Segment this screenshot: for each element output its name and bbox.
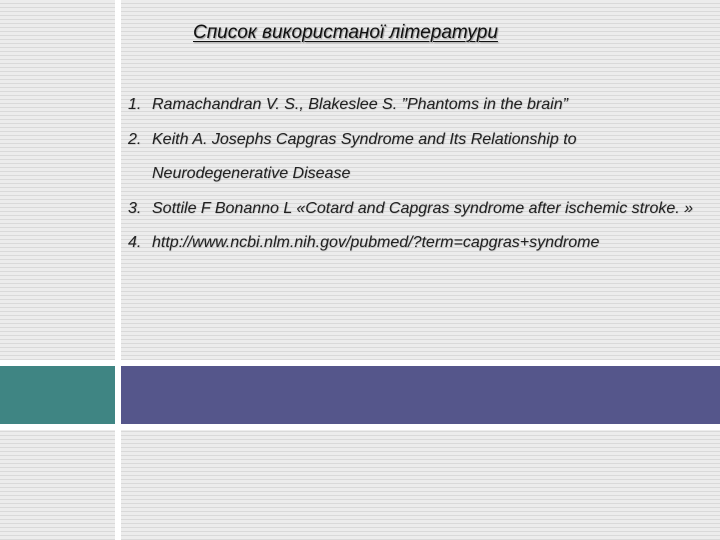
reference-item-3 bbox=[128, 192, 713, 227]
reference-text: Ramachandran V. S., Blakeslee S. ”Phantoms in the brain” bbox=[152, 96, 568, 113]
reference-text: Sottile F Bonanno L «Cotard and Capgras syndrome after ischemic stroke. » bbox=[152, 199, 694, 217]
teal-accent-block bbox=[0, 366, 115, 424]
reference-number: 1. bbox=[128, 96, 142, 113]
reference-item-1 bbox=[128, 88, 713, 123]
indigo-accent-band bbox=[121, 366, 720, 424]
reference-number: 2. bbox=[128, 130, 142, 148]
reference-item-2 bbox=[128, 123, 713, 192]
reference-link[interactable]: http://www.ncbi.nlm.nih.gov/pubmed/?term=capgras+syndrome bbox=[152, 234, 600, 251]
slide-title: Список використаної літератури bbox=[193, 22, 498, 43]
reference-list bbox=[128, 88, 713, 261]
reference-number: 4. bbox=[128, 234, 142, 251]
reference-number: 3. bbox=[128, 199, 142, 217]
horizontal-divider-bottom bbox=[0, 424, 720, 430]
reference-item-4 bbox=[128, 226, 713, 261]
reference-text: Keith A. Josephs Capgras Syndrome and Its Relationship to Neurodegenerative Disease bbox=[152, 130, 577, 182]
vertical-divider bbox=[115, 0, 121, 540]
